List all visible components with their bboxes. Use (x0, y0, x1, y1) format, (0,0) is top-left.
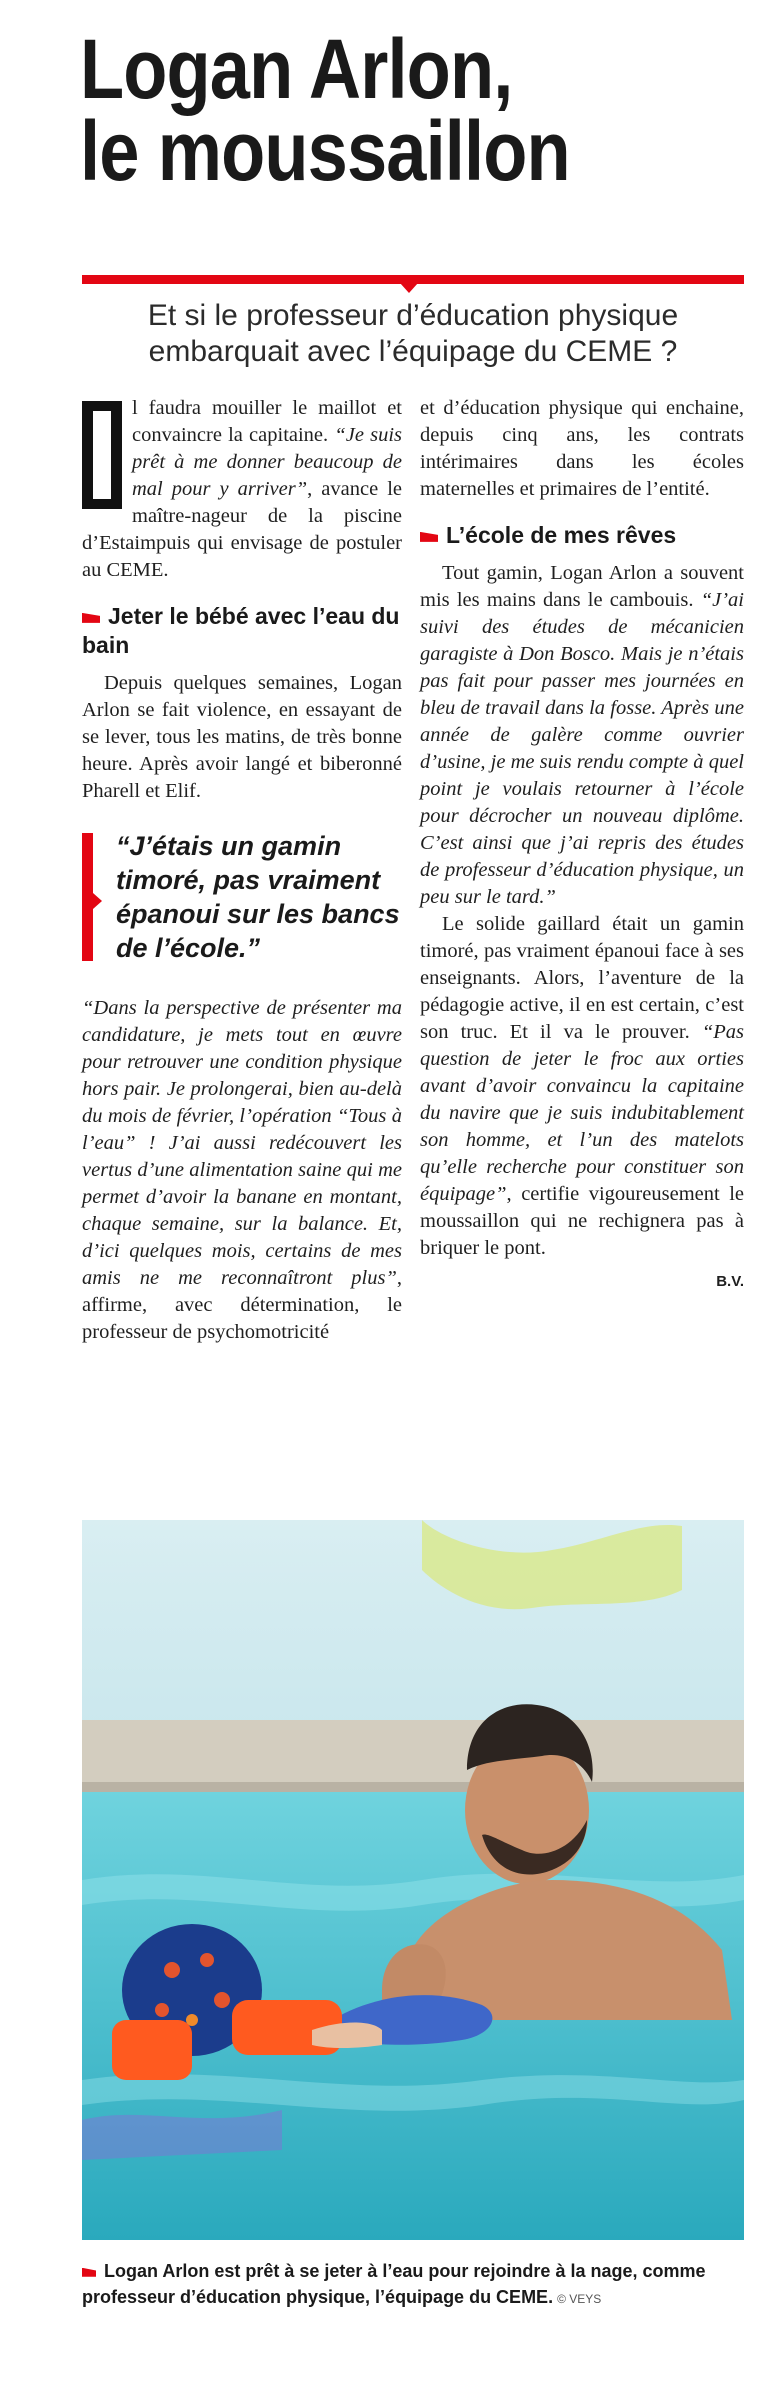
drop-cap-i (82, 401, 122, 509)
red-flag-marker-icon (82, 613, 100, 623)
standfirst: Et si le professeur d’éducation physique embarquait avec l’équipage du CEME ? (147, 299, 679, 368)
pull-quote (82, 829, 402, 965)
subhead-jeter-le-bebe: Jeter le bébé avec l’eau du bain (82, 603, 400, 658)
paragraph-intro: l faudra mouiller le maillot et convaincre la capitaine. “Je suis prêt à me donner beaucoup de mal pour y arriver”, avance le maître-nageur de la piscine d’Estaimpuis qui envisage de postuler au CEME. (82, 397, 402, 581)
pull-quote-notch (93, 893, 102, 909)
rule-notch-marker (400, 283, 418, 293)
paragraph-continuation: et d’éducation physique qui enchaine, depuis cinq ans, les contrats intérimaires dans les écoles maternelles et primaires de l’entité. (420, 397, 744, 500)
paragraph-candidature: “Dans la perspective de présenter ma candidature, je mets tout en œuvre pour retrouver une condition physique hors pair. Je prolongerai, bien au-delà du mois de février, l’opération “Tous à l’eau” ! J’ai aussi redécouvert les vertus d’une alimentation saine qui me permet d’avoir la banane en montant, chaque semaine, sur la balance. Et, d’ici quelques mois, certains de mes amis ne me reconnaîtront plus”, affirme, avec détermination, le professeur de psychomotricité (82, 997, 402, 1343)
subhead-ecole-de-mes-reves: L’école de mes rêves (420, 521, 744, 550)
paragraph-depuis: Depuis quelques semaines, Logan Arlon se fait violence, en essayant de se lever, tous les matins, de très bonne heure. Après avoir langé et biberonné Pharell et Elif. (82, 672, 402, 802)
red-flag-marker-icon (82, 2268, 96, 2277)
column-left (82, 395, 402, 1346)
headline-line-2: le moussaillon (80, 104, 570, 198)
caption-text: Logan Arlon est prêt à se jeter à l’eau pour rejoindre à la nage, comme professeur d’éducation physique, l’équipage du CEME. (82, 2261, 706, 2307)
pull-quote-text: “J’étais un gamin timoré, pas vraiment épanoui sur les bancs de l’école.” (116, 831, 400, 963)
pool-photo (82, 1520, 744, 2240)
red-flag-marker-icon (420, 532, 438, 542)
photo-caption (82, 2258, 744, 2312)
paragraph-tout-gamin: Tout gamin, Logan Arlon a souvent mis les mains dans le cambouis. “J’ai suivi des études de mécanicien garagiste à Don Bosco. Mais je n’étais pas fait pour passer mes journées en bleu de travail dans la fosse. Après une année de galère comme ouvrier d’usine, je me suis rendu compte à quel point je voulais retourner à l’école pour décrocher un nouveau diplôme. C’est ainsi que j’ai repris des études de professeur d’éducation physique, un peu sur le tard.” (420, 562, 744, 908)
pool-photo-illustration (82, 1520, 744, 2240)
author-signature: B.V. (716, 1273, 744, 1290)
photo-credit: © VEYS (557, 2292, 602, 2306)
headline (80, 22, 648, 198)
pull-quote-bar (82, 833, 93, 961)
column-right (420, 395, 744, 1295)
paragraph-solide-gaillard: Le solide gaillard était un gamin timoré, pas vraiment épanoui face à ses enseignants. Alors, l’aventure de la pédagogie active, il en est certain, c’est son truc. Et il va le prouver. “Pas question de jeter le froc aux orties avant d’avoir convaincu la capitaine du navire que je suis indubitablement son homme, et l’un des matelots qu’elle recherche pour constituer son équipage”, certifie vigoureusement le moussaillon qui ne rechignera pas à briquer le pont. (420, 913, 744, 1259)
headline-line-1: Logan Arlon, (80, 22, 513, 116)
